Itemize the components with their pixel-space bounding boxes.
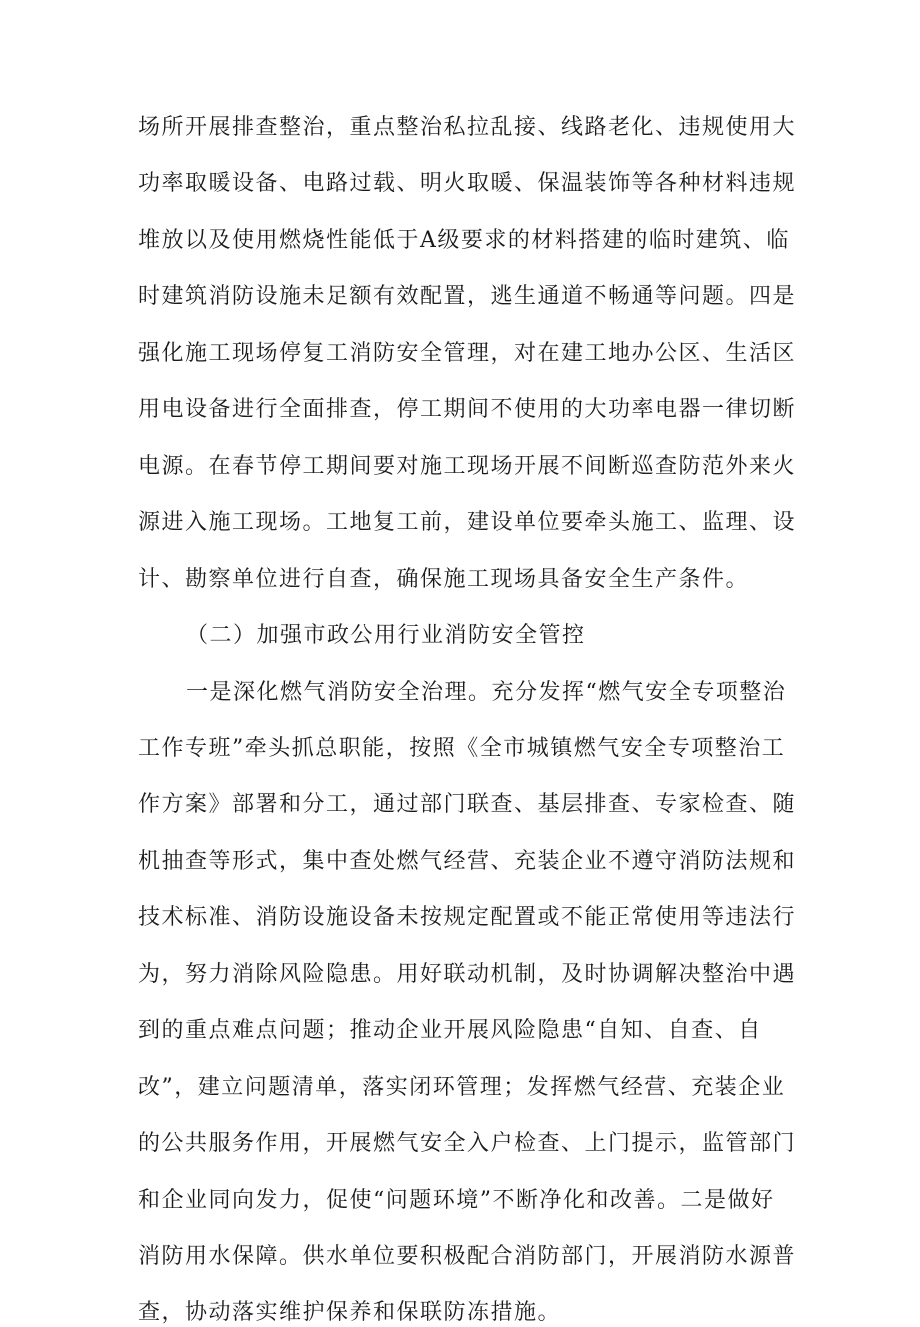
paragraph-line: 技术标准、消防设施设备未按规定配置或不能正常使用等违法行 [138,905,797,930]
paragraph-line: 功率取暖设备、电路过载、明火取暖、保温装饰等各种材料违规 [138,171,797,196]
paragraph-line: 计、勘察单位进行自查，确保施工现场具备安全生产条件。 [138,567,750,592]
paragraph-line: 工作专班”牵头抓总职能，按照《全市城镇燃气安全专项整治工 [138,736,786,761]
paragraph-line: 堆放以及使用燃烧性能低于A级要求的材料搭建的临时建筑、临 [138,228,790,253]
paragraph-line: 为，努力消除风险隐患。用好联动机制，及时协调解决整治中遇 [138,962,797,987]
paragraph-line: 查，协动落实维护保养和保联防冻措施。 [138,1300,562,1325]
paragraph-line: 改”，建立问题清单，落实闭环管理；发挥燃气经营、充装企业 [138,1075,786,1100]
paragraph-line: 时建筑消防设施未足额有效配置，逃生通道不畅通等问题。四是 [138,284,797,309]
paragraph-line: 用电设备进行全面排查，停工期间不使用的大功率电器一律切断 [138,397,797,422]
paragraph-line: 到的重点难点问题；推动企业开展风险隐患“自知、自查、自 [138,1018,762,1043]
paragraph-line: 强化施工现场停复工消防安全管理，对在建工地办公区、生活区 [138,341,797,366]
paragraph-line: 源进入施工现场。工地复工前，建设单位要牵头施工、监理、设 [138,510,797,535]
paragraph-line: 机抽查等形式，集中查处燃气经营、充装企业不遵守消防法规和 [138,849,797,874]
section-heading: （二）加强市政公用行业消防安全管控 [186,623,586,648]
paragraph-line: 消防用水保障。供水单位要积极配合消防部门，开展消防水源普 [138,1244,797,1269]
paragraph-line: 电源。在春节停工期间要对施工现场开展不间断巡查防范外来火 [138,454,797,479]
paragraph-line: 场所开展排查整治，重点整治私拉乱接、线路老化、违规使用大 [138,115,797,140]
paragraph-line: 一是深化燃气消防安全治理。充分发挥“燃气安全专项整治 [186,680,787,705]
paragraph-line: 和企业同向发力，促使“问题环境”不断净化和改善。二是做好 [138,1188,775,1213]
paragraph-line: 作方案》部署和分工，通过部门联查、基层排查、专家检查、随 [138,792,797,817]
paragraph-line: 的公共服务作用，开展燃气安全入户检查、上门提示，监管部门 [138,1131,797,1156]
